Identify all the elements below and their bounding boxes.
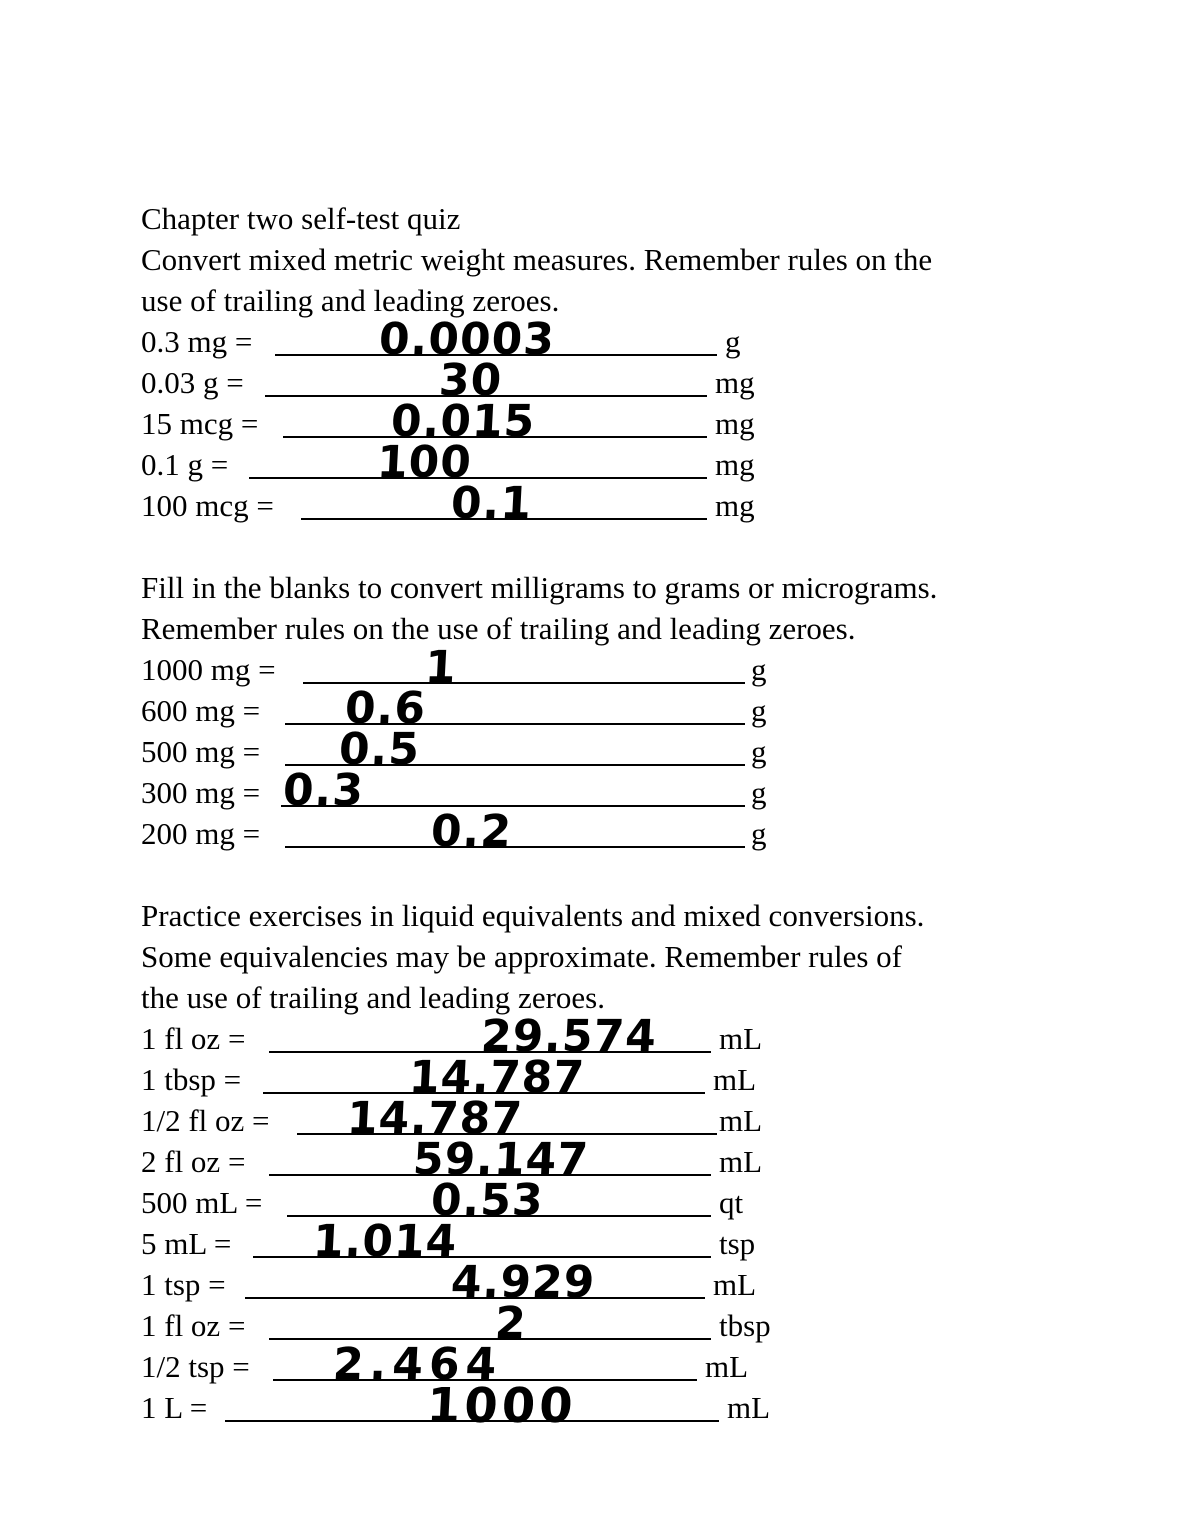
question-label: 1 tbsp = <box>141 1062 242 1097</box>
question-row <box>141 683 1081 734</box>
unit-label: tbsp <box>719 1308 771 1343</box>
section2-instructions-line1: Fill in the blanks to convert milligrams to grams or micrograms. <box>141 570 938 605</box>
unit-label: mL <box>713 1267 757 1302</box>
handwritten-answer: 0.6 <box>343 683 428 734</box>
question-row <box>141 1134 1081 1185</box>
unit-label: g <box>751 734 767 769</box>
question-row <box>141 724 1081 775</box>
quiz-title: Chapter two self-test quiz <box>141 201 461 236</box>
question-label: 1/2 fl oz = <box>141 1103 270 1138</box>
unit-label: g <box>725 324 741 359</box>
question-row <box>141 1298 1081 1349</box>
unit-label: qt <box>719 1185 744 1220</box>
question-row <box>141 396 1081 447</box>
handwritten-answer: 100 <box>375 437 474 488</box>
question-label: 15 mcg = <box>141 406 259 441</box>
section3-instructions-line3: the use of trailing and leading zeroes. <box>141 980 605 1015</box>
section1-instructions-line1: Convert mixed metric weight measures. Remember rules on the <box>141 242 933 277</box>
handwritten-answer: 0.1 <box>449 478 534 529</box>
question-label: 0.1 g = <box>141 447 229 482</box>
question-row <box>141 437 1081 488</box>
question-row <box>141 1339 1081 1390</box>
unit-label: mg <box>715 365 755 400</box>
handwritten-answer: 2 <box>493 1298 528 1349</box>
question-label: 5 mL = <box>141 1226 232 1261</box>
section3-instructions-line2: Some equivalencies may be approximate. Remember rules of <box>141 939 902 974</box>
section3-instructions-line1: Practice exercises in liquid equivalents and mixed conversions. <box>141 898 925 933</box>
question-label: 1 fl oz = <box>141 1021 246 1056</box>
question-label: 100 mcg = <box>141 488 274 523</box>
question-row <box>141 806 1081 857</box>
question-label: 1/2 tsp = <box>141 1349 250 1384</box>
unit-label: tsp <box>719 1226 756 1261</box>
quiz-document <box>141 198 1081 1434</box>
question-label: 300 mg = <box>141 775 261 810</box>
question-label: 0.03 g = <box>141 365 244 400</box>
unit-label: mg <box>715 406 755 441</box>
question-label: 600 mg = <box>141 693 261 728</box>
question-row <box>141 314 1081 365</box>
unit-label: mL <box>727 1390 771 1425</box>
question-row <box>141 1378 1081 1434</box>
question-label: 1000 mg = <box>141 652 276 687</box>
handwritten-answer: 14.787 <box>345 1093 525 1144</box>
handwritten-answer: 0.015 <box>389 396 537 447</box>
unit-label: g <box>751 693 767 728</box>
unit-label: mL <box>705 1349 749 1384</box>
unit-label: mL <box>719 1103 763 1138</box>
unit-label: mg <box>715 447 755 482</box>
question-row <box>141 1011 1081 1062</box>
handwritten-answer: 0.0003 <box>377 314 557 365</box>
handwritten-answer: 14.787 <box>407 1052 587 1103</box>
handwritten-answer: 0.3 <box>281 765 366 816</box>
unit-label: mg <box>715 488 755 523</box>
question-label: 500 mL = <box>141 1185 263 1220</box>
question-label: 0.3 mg = <box>141 324 253 359</box>
question-row <box>141 1257 1081 1308</box>
unit-label: g <box>751 652 767 687</box>
question-row <box>141 355 1081 406</box>
question-label: 500 mg = <box>141 734 261 769</box>
question-row <box>141 1093 1081 1144</box>
section2-instructions-line2: Remember rules on the use of trailing and leading zeroes. <box>141 611 856 646</box>
handwritten-answer: 29.574 <box>479 1011 659 1062</box>
answer-blank-line[interactable] <box>285 846 745 848</box>
question-row <box>141 1216 1081 1267</box>
handwritten-answer: 2.464 <box>331 1339 504 1390</box>
question-label: 1 fl oz = <box>141 1308 246 1343</box>
question-label: 2 fl oz = <box>141 1144 246 1179</box>
section1-instructions-line2: use of trailing and leading zeroes. <box>141 283 560 318</box>
handwritten-answer: 1000 <box>425 1378 579 1434</box>
question-row <box>141 1052 1081 1103</box>
question-label: 1 tsp = <box>141 1267 226 1302</box>
question-row <box>141 765 1081 816</box>
unit-label: g <box>751 775 767 810</box>
unit-label: mL <box>719 1144 763 1179</box>
handwritten-answer: 0.5 <box>337 724 422 775</box>
handwritten-answer: 1 <box>423 642 458 693</box>
question-label: 1 L = <box>141 1390 208 1425</box>
handwritten-answer: 30 <box>437 355 504 406</box>
unit-label: g <box>751 816 767 851</box>
handwritten-answer: 59.147 <box>411 1134 591 1185</box>
unit-label: mL <box>713 1062 757 1097</box>
question-label: 200 mg = <box>141 816 261 851</box>
question-row <box>141 642 1081 693</box>
question-row <box>141 478 1081 529</box>
question-row <box>141 1175 1081 1226</box>
handwritten-answer: 0.2 <box>429 806 514 857</box>
handwritten-answer: 4.929 <box>449 1257 597 1308</box>
unit-label: mL <box>719 1021 763 1056</box>
handwritten-answer: 1.014 <box>311 1216 459 1267</box>
handwritten-answer: 0.53 <box>429 1175 545 1226</box>
